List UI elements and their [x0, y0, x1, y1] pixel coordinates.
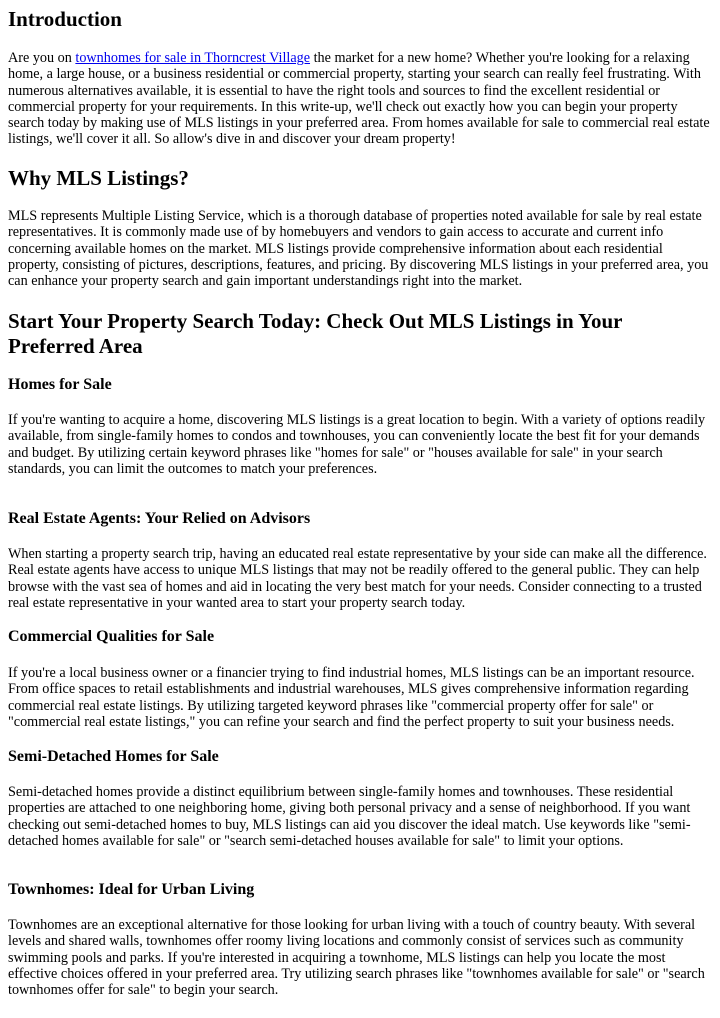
- intro-text-after-link: the market for a new home? Whether you're looking for a relaxing home, a large house, or a business residential or commercial property, starting your search can really feel frustrating. With numerous alternatives available, it is essential to have the right tools and sources to find the excellent residential or commercial property for your requirements. In this write-up, we'll check out exactly how you can begin your property search today by making use of MLS listings in your preferred area. From homes available for sale to commercial real estate listings, we'll cover it all. So allow's dive in and discover your dream property!: [8, 50, 710, 148]
- why-mls-paragraph: MLS represents Multiple Listing Service, which is a thorough database of properties noted available for sale by real estate representatives. It is commonly made use of by homebuyers and vendors to gain access to accurate and current info concerning available homes on the market. MLS listings provide comprehensive information about each residential property, consisting of pictures, descriptions, features, and pricing. By discovering MLS listings in your preferred area, you can enhance your property search and gain important understandings right into the market.: [8, 208, 709, 290]
- townhomes-heading: Townhomes: Ideal for Urban Living: [8, 881, 255, 898]
- semi-detached-paragraph: Semi-detached homes provide a distinct equilibrium between single-family homes and townhouses. These residential properties are attached to one neighboring home, giving both personal privacy and a sense of neighborhood. If you want checking out semi-detached homes to buy, MLS listings can aid you discover the ideal match. Use keywords like "semi-detached homes available for sale" or "search semi-detached houses available for sale" to limit your options.: [8, 784, 691, 849]
- commercial-paragraph: If you're a local business owner or a financier trying to find industrial homes, MLS listings can be an important resource. From office spaces to retail establishments and industrial warehouses, MLS gives comprehensive information regarding commercial real estate listings. By utilizing targeted keyword phrases like "commercial property offer for sale" or "commercial real estate listings," you can refine your search and find the perfect property to suit your business needs.: [8, 665, 695, 730]
- agents-paragraph: When starting a property search trip, having an educated real estate representative by your side can make all the difference. Real estate agents have access to unique MLS listings that may not be readily offered to the general public. They can help browse with the vast sea of homes and aid in locating the very best match for your needs. Consider connecting to a trusted real estate representative in your wanted area to start your property search today.: [8, 546, 707, 611]
- commercial-heading: Commercial Qualities for Sale: [8, 628, 215, 645]
- why-mls-heading: Why MLS Listings?: [8, 166, 189, 190]
- intro-paragraph: [8, 50, 712, 148]
- agents-heading: Real Estate Agents: Your Relied on Advisors: [8, 510, 311, 527]
- townhomes-paragraph: Townhomes are an exceptional alternative for those looking for urban living with a touch of country beauty. With several levels and shared walls, townhomes offer roomy living locations and commonly consist of services such as community swimming pools and parks. If you're interested in acquiring a townhome, MLS listings can help you locate the most effective choices offered in your preferred area. Try utilizing search phrases like "townhomes available for sale" or "search townhomes offer for sale" to begin your search.: [8, 917, 705, 999]
- homes-for-sale-heading: Homes for Sale: [8, 376, 112, 393]
- intro-heading: Introduction: [8, 7, 122, 31]
- semi-detached-heading: Semi-Detached Homes for Sale: [8, 748, 219, 765]
- townhomes-thorncrest-link[interactable]: townhomes for sale in Thorncrest Village: [75, 50, 311, 66]
- start-search-heading: Start Your Property Search Today: Check Out MLS Listings in Your Preferred Area: [8, 309, 623, 358]
- homes-for-sale-paragraph: If you're wanting to acquire a home, discovering MLS listings is a great location to begin. With a variety of options readily available, from single-family homes to condos and townhouses, you can conveniently locate the best fit for your demands and budget. By utilizing certain keyword phrases like "homes for sale" or "houses available for sale" in your search standards, you can limit the outcomes to match your preferences.: [8, 412, 706, 477]
- intro-text-before-link: Are you on: [8, 50, 76, 66]
